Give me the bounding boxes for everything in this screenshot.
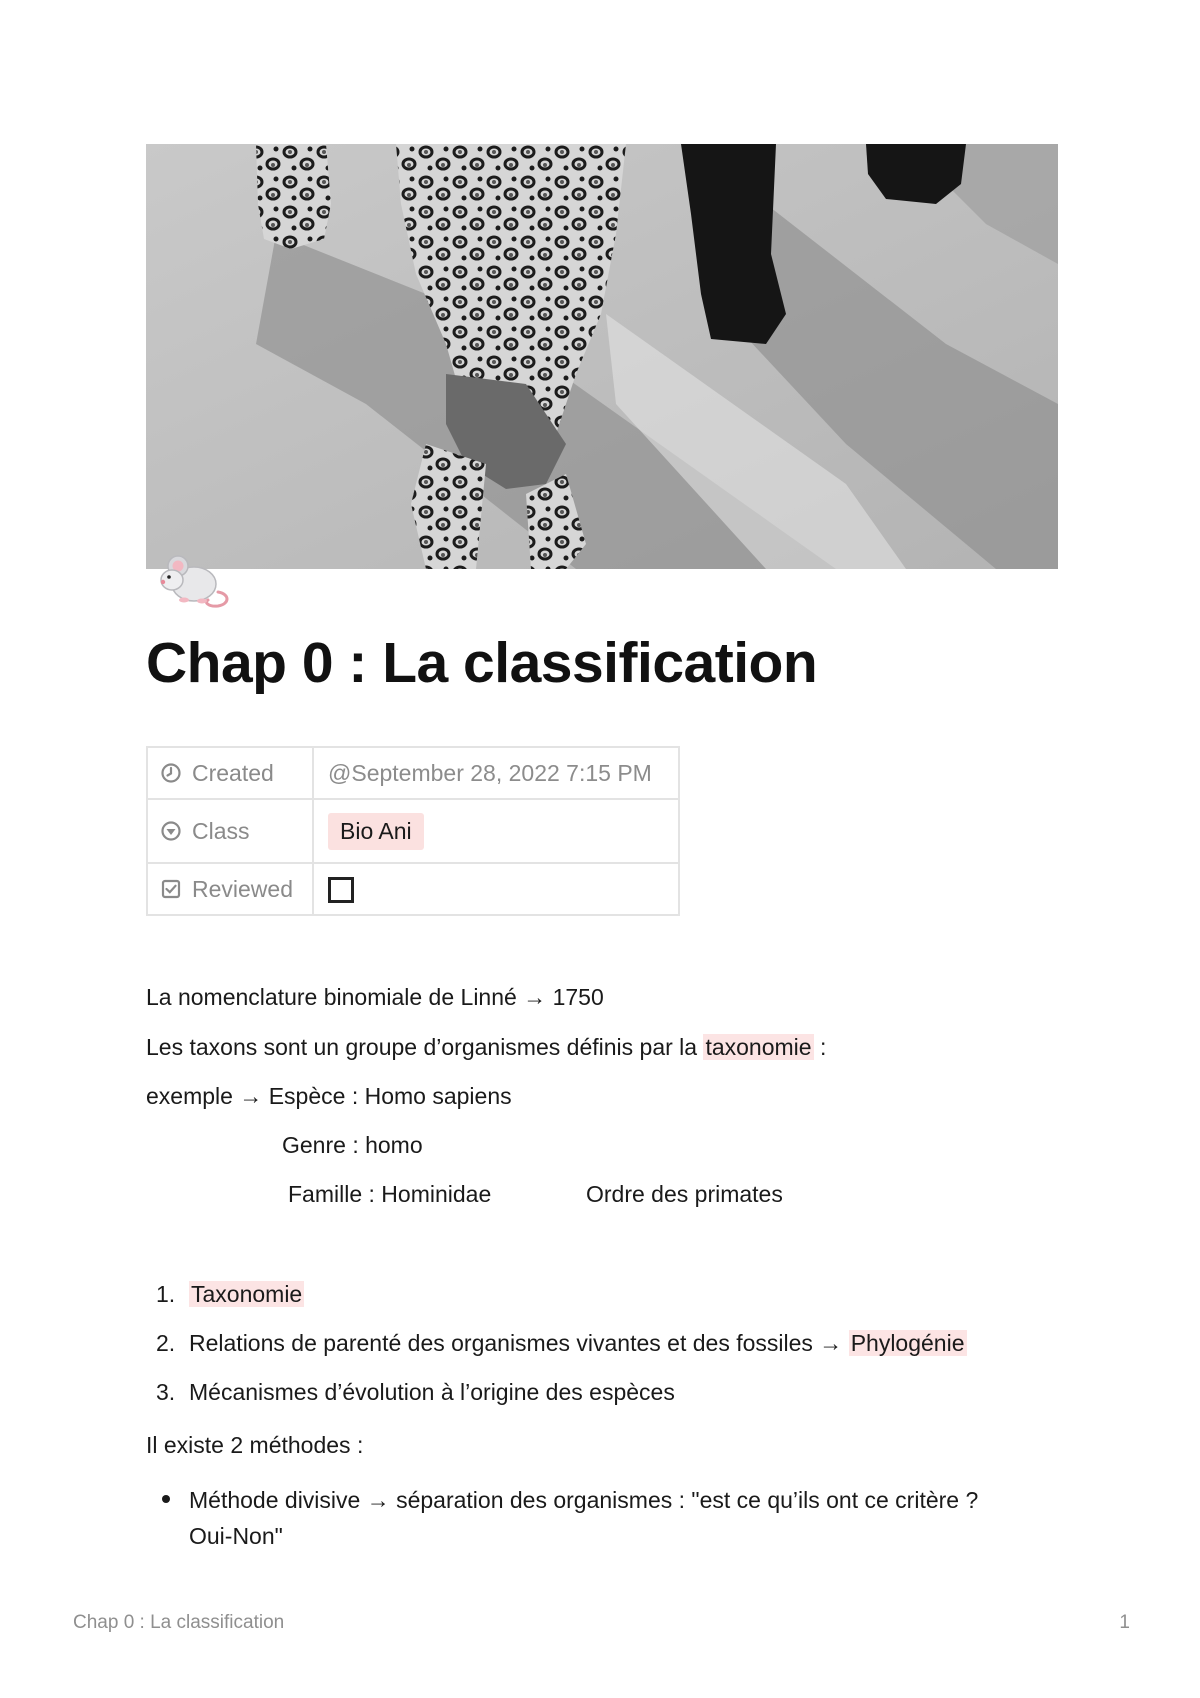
highlight-taxonomie: taxonomie [705, 1034, 812, 1060]
text-line-genre: Genre : homo [282, 1132, 423, 1158]
text-line-ordre: Ordre des primates [586, 1181, 783, 1207]
list-item: 1. Taxonomie [156, 1281, 303, 1307]
page-number: 1 [1119, 1612, 1130, 1633]
property-key-created: Created [192, 759, 274, 786]
list-item: 2. Relations de parenté des organismes vivantes et des fossiles → Phylogénie [156, 1330, 965, 1356]
property-key-reviewed: Reviewed [192, 875, 293, 902]
properties-table [146, 746, 680, 916]
clock-icon [160, 762, 182, 784]
text-line-methodes: Il existe 2 méthodes : [146, 1432, 364, 1458]
leopard-photo [146, 144, 1058, 569]
text-line-taxons: Les taxons sont un groupe d’organismes définis par la taxonomie : [146, 1034, 827, 1060]
text-line-exemple: exemple → Espèce : Homo sapiens [146, 1083, 512, 1109]
bullet-dot [162, 1495, 170, 1503]
footer-title: Chap 0 : La classification [73, 1612, 285, 1633]
highlight-phylogenie: Phylogénie [850, 1330, 965, 1356]
bulleted-list [146, 1482, 978, 1554]
property-row-class [147, 799, 679, 863]
list-item: Méthode divisive → séparation des organismes : "est ce qu’ils ont ce critère ? Oui-Non" [146, 1482, 978, 1554]
numbered-list [146, 1281, 967, 1428]
list-item: 3. Mécanismes d’évolution à l’origine des espèces [156, 1379, 675, 1405]
select-icon [160, 820, 182, 842]
class-tag[interactable]: Bio Ani [328, 813, 424, 850]
text-line-famille: Famille : Hominidae [288, 1181, 492, 1207]
text-line-linne: La nomenclature binomiale de Linné → 1750 [146, 984, 604, 1010]
checkbox-icon [160, 878, 182, 900]
mouse-icon [160, 544, 232, 610]
page-title: Chap 0 : La classification [146, 631, 818, 695]
property-row-created [147, 747, 679, 799]
reviewed-checkbox[interactable] [328, 877, 354, 903]
highlight-taxonomie-item: Taxonomie [191, 1281, 303, 1307]
cover-image [146, 144, 1058, 569]
property-value-created[interactable]: @September 28, 2022 7:15 PM [328, 759, 652, 786]
property-key-class: Class [192, 817, 250, 844]
property-row-reviewed [147, 863, 679, 915]
